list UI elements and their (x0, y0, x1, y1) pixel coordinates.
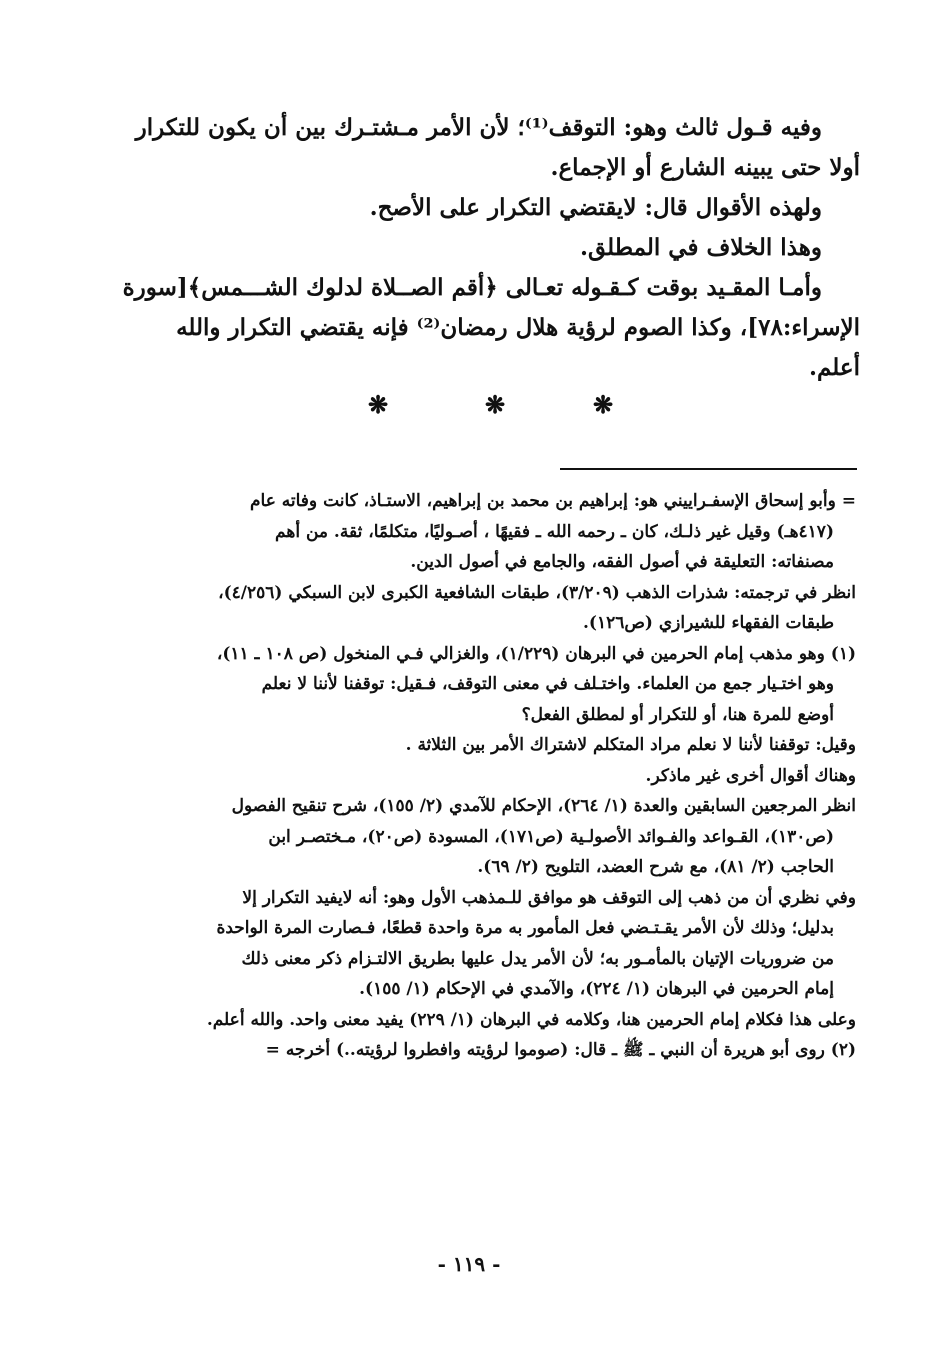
footnote-line: إمام الحرمين في البرهان (١/ ٢٢٤)، والآمدي في الإحكام (١/ ١٥٥). (359, 979, 834, 999)
footnote-line: بدليل؛ وذلك لأن الأمر يقـتـضي فعل المأمور به مرة واحدة قطعًا، فـصارت المرة الواحدة (216, 918, 834, 938)
footnote-line: (٤١٧هـ) وقيل غير ذلـك، كان ـ رحمه الله ـ فقيهًا ، أصـوليًا، متكلمًا، ثقة. من أهم (275, 521, 834, 542)
main-line: وهذا الخلاف في المطلق. (579, 234, 822, 261)
footnote-line: الحاجب (٢/ ٨١)، مع شرح العضد، التلويح (٢/ ٦٩). (477, 857, 834, 877)
main-line: الإسراء:٧٨]، وكذا الصوم لرؤية هلال رمضان⁽²⁾ فإنه يقتضي التكرار والله أعلم. (176, 314, 860, 381)
footnote-line: أوضع للمرة هنا، أو للتكرار أو لمطلق الفعل؟ (521, 704, 834, 725)
footnote-line: انظر المرجعين السابقين والعدة (١/ ٢٦٤)، الإحكام للآمدي (٢/ ١٥٥)، شرح تنقيح الفصول (231, 796, 856, 816)
footnote-line: مصنفاته: التعليقة في أصول الفقه، والجامع في أصول الدين. (410, 552, 834, 572)
footnote-line: وفي نظري أن من ذهب إلى التوقف هو موافق للـمذهب الأول وهو: أنه لايفيد التكرار إلا (242, 887, 856, 908)
star-ornament: ❋ (593, 390, 614, 419)
footnote-line: وعلى هذا فكلام إمام الحرمين هنا، وكلامه في البرهان (١/ ٢٢٩) يفيد معنى واحد. والله أعلم. (206, 1009, 856, 1030)
main-line: أولا حتى يبينه الشارع أو الإجماع. (550, 154, 860, 181)
footnote-line: طبقات الفقهاء للشيرازي (ص١٢٦). (582, 613, 834, 633)
page-number: - ١١٩ - (437, 1252, 501, 1276)
main-line: وفيه قـول ثالث وهو: التوقف⁽¹⁾؛ لأن الأمر مـشتـرك بين أن يكون للتكرار (135, 114, 822, 141)
footnote-line: (٢) روى أبو هريرة أن النبي ـ ﷺ ـ قال: (صوموا لرؤيته وافطروا لرؤيته..) أخرجه = (265, 1040, 856, 1060)
footnote-line: = وأبو إسحاق الإسفـراييني هو: إبراهيم بن محمد بن إبراهيم، الاستـاذ، كانت وفاته عام (250, 491, 856, 511)
footnote-line: انظر في ترجمته: شذرات الذهب (٣/٢٠٩)، طبقات الشافعية الكبرى لابن السبكي (٤/٢٥٦)، (218, 582, 856, 603)
footnotes (88, 486, 856, 1066)
footnote-line: من ضروريات الإتيان بالمأمـور به؛ لأن الأمر يدل عليها بطريق الالتـزام ذكر معنى ذلك (241, 948, 834, 969)
star-ornament: ❋ (368, 390, 389, 419)
footnote-line: (ص١٣٠)، القـواعد والفـوائد الأصولـية (ص١٧١)، المسودة (ص٢٠)، مـختصـر ابن (268, 826, 834, 847)
star-ornament: ❋ (485, 390, 506, 419)
main-line: وأمـا المقـيد بوقت كـقـوله تعـالى ﴿أقم الصــلاة لدلوك الشـــمس﴾[سورة (122, 274, 822, 301)
section-separator (0, 390, 938, 420)
footnote-line: وهو اختـيار جمع من العلماء. واختـلف في معنى التوقف، فـقيل: توقفنا لأننا لا نعلم (261, 674, 834, 694)
footnote-divider (560, 468, 857, 470)
main-line: ولهذه الأقوال قال: لايقتضي التكرار على الأصح. (369, 194, 822, 221)
footnote-line: وقيل: توقفنا لأننا لا نعلم مراد المتكلم لاشتراك الأمر بين الثلاثة . (405, 735, 856, 755)
footnote-line: (١) وهو مذهب إمام الحرمين في البرهان (١/٢٢٩)، والغزالي فـي المنخول (ص ١٠٨ ـ ١١)، (216, 643, 856, 664)
footnote-line: وهناك أقوال أخرى غير ماذكر. (645, 765, 856, 786)
main-text (120, 108, 860, 388)
